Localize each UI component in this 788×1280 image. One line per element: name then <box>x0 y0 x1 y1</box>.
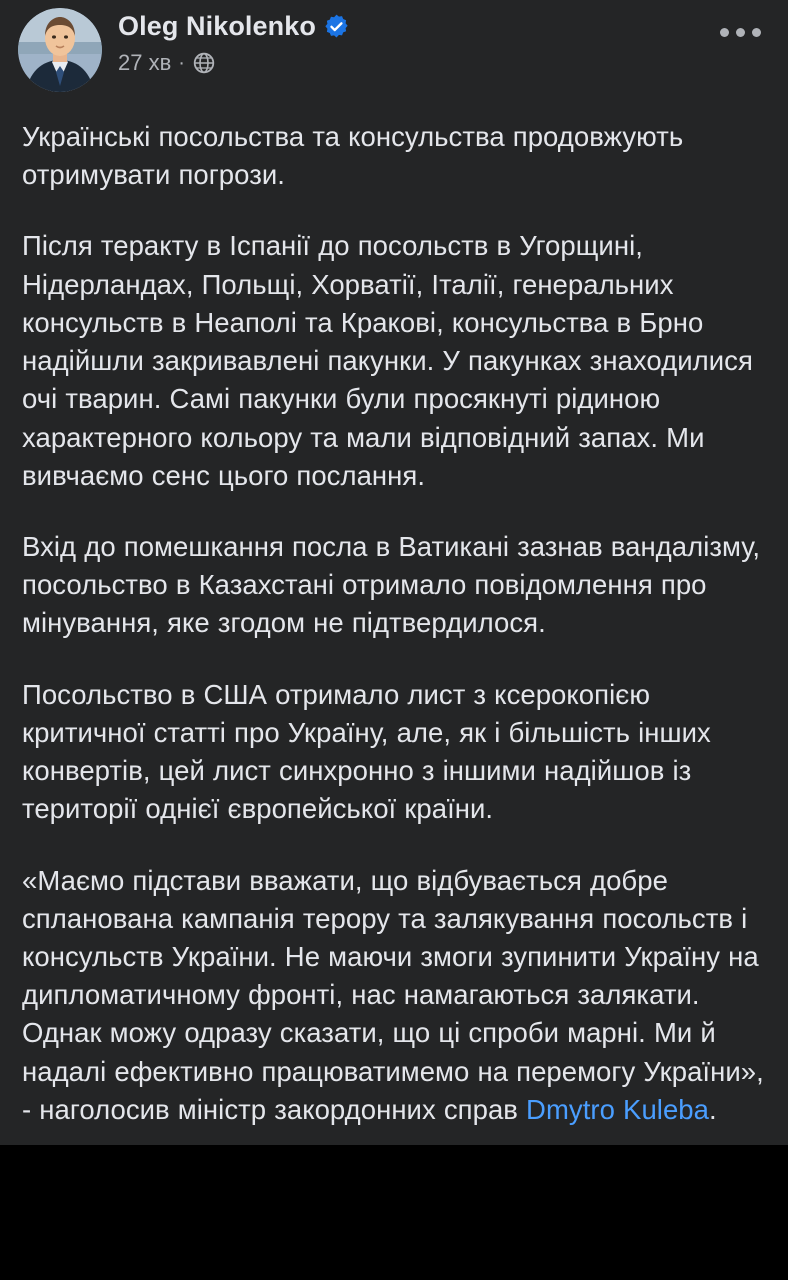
globe-icon[interactable] <box>192 51 216 75</box>
quote-text-before-mention: «Маємо підстави вважати, що відбувається добре спланована кампанія терору та залякування посольств і консульств України. Не маючи змоги зупинити Україну на дипломатичному фронті, нас намагаються залякати. Однак можу одразу сказати, що ці спроби марні. Ми й надалі ефективно працюватимемо на перемогу України», - наголосив міністр закордонних справ <box>22 864 764 1125</box>
post-meta <box>118 51 349 75</box>
post-paragraph: Після теракту в Іспанії до посольств в Угорщині, Нідерландах, Польщі, Хорватії, Італії, генеральних консульств в Неаполі та Кракові, консульства в Брно надійшли закривавлені пакунки. У пакунках знаходилися очі тварин. Самі пакунки були просякнуті рідиною характерного кольору та мали відповідний запах. Ми вивчаємо сенс цього послання. <box>22 230 753 491</box>
author-name[interactable]: Oleg Nikolenko <box>118 11 316 41</box>
post-timestamp[interactable]: 27 хв <box>118 49 172 75</box>
verified-badge-icon <box>324 14 349 39</box>
author-row <box>118 12 349 42</box>
post-header <box>0 0 788 96</box>
meta-separator: · <box>178 51 185 74</box>
post-options-button[interactable] <box>714 12 766 52</box>
avatar[interactable] <box>18 8 102 92</box>
post-paragraph: Українські посольства та консульства продовжують отримувати погрози. <box>22 121 684 191</box>
quote-text-after-mention: . <box>708 1093 717 1125</box>
post-paragraph: Посольство в США отримало лист з ксерокопією критичної статті про Україну, але, як і більшість інших конвертів, цей лист синхронно з іншими надійшов із території однієї європейської країни. <box>22 678 711 825</box>
ellipsis-icon-dot <box>752 28 761 37</box>
post-body <box>0 96 788 1135</box>
ellipsis-icon-dot <box>736 28 745 37</box>
post-paragraph: Вхід до помешкання посла в Ватикані зазнав вандалізму, посольство в Казахстані отримало повідомлення про мінування, яке згодом не підтвердилося. <box>22 530 761 639</box>
post-paragraph-quote <box>22 862 766 1130</box>
post-header-text <box>118 8 349 75</box>
avatar-photo <box>18 8 102 92</box>
mention-link-dmytro-kuleba[interactable]: Dmytro Kuleba <box>526 1093 709 1125</box>
ellipsis-icon-dot <box>720 28 729 37</box>
